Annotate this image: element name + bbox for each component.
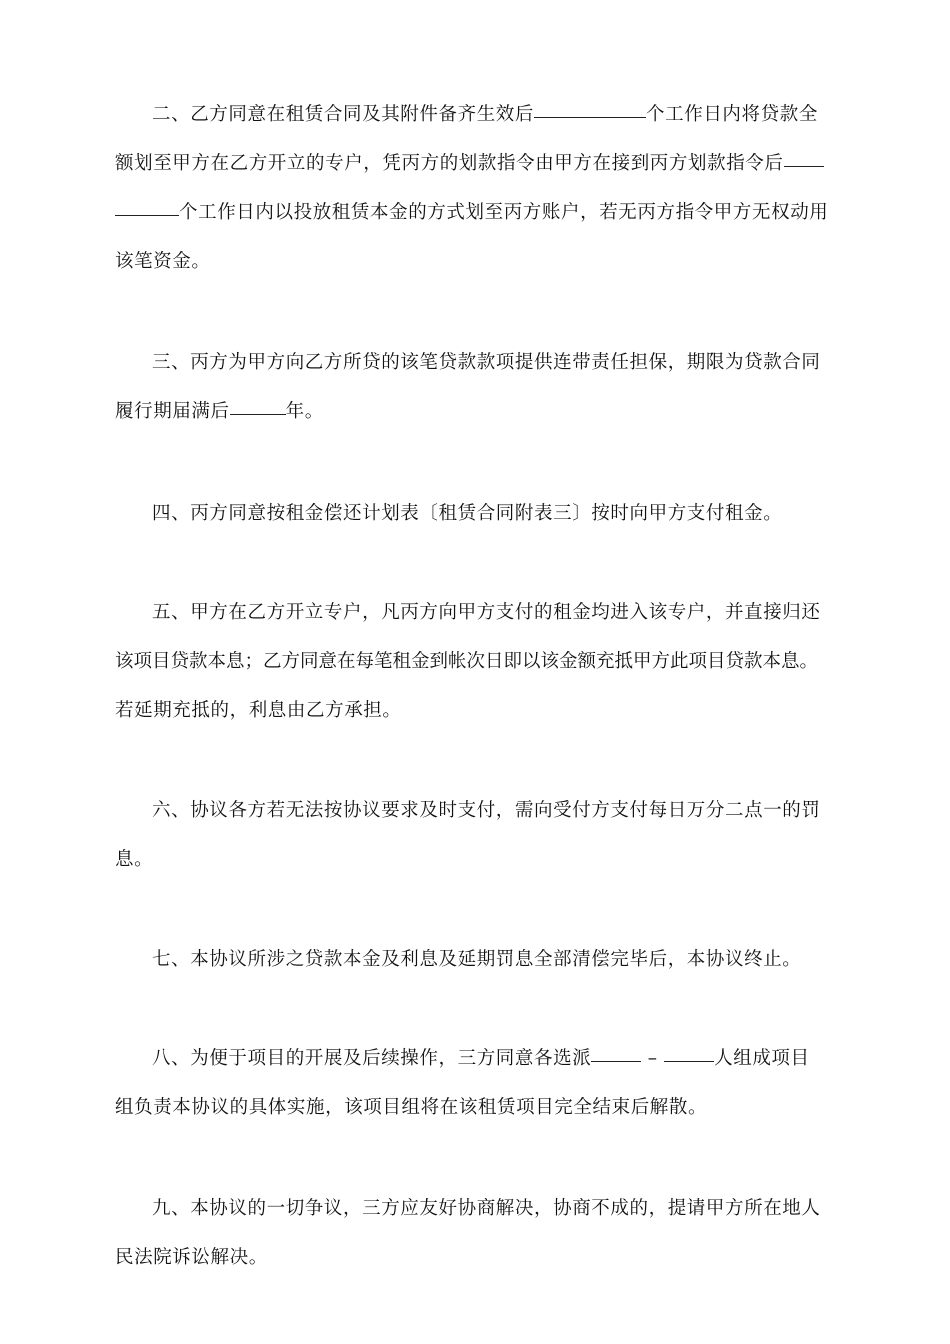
clause-8-line-1 (115, 1034, 855, 1083)
text-run: 民法院诉讼解决。 (115, 1247, 268, 1268)
clause-5 (115, 588, 855, 735)
text-run: 八、为便于项目的开展及后续操作，三方同意各选派 (152, 1048, 592, 1069)
text-run: 五、甲方在乙方开立专户，凡丙方向甲方支付的租金均进入该专户，并直接归还 (152, 602, 821, 623)
text-run: 九、本协议的一切争议，三方应友好协商解决，协商不成的，提请甲方所在地人 (152, 1198, 821, 1219)
clause-2-line-3 (115, 188, 855, 237)
clause-8 (115, 1034, 855, 1132)
text-run: 四、丙方同意按租金偿还计划表〔租赁合同附表三〕按时向甲方支付租金。 (152, 503, 783, 524)
clause-4-line-1 (115, 489, 855, 538)
clause-6-line-1 (115, 786, 855, 835)
clause-2 (115, 90, 855, 286)
text-run: 六、协议各方若无法按协议要求及时支付，需向受付方支付每日万分二点一的罚 (152, 800, 821, 821)
text-run: 息。 (115, 849, 154, 870)
clause-3-line-1 (115, 338, 855, 387)
clause-7 (115, 935, 855, 984)
clause-7-line-1 (115, 935, 855, 984)
clause-3 (115, 338, 855, 436)
clause-2-line-1 (115, 90, 855, 139)
blank-field[interactable] (591, 1060, 641, 1062)
text-run: 二、乙方同意在租赁合同及其附件备齐生效后 (152, 104, 535, 125)
text-run: 履行期届满后 (115, 401, 230, 422)
blank-field[interactable] (784, 165, 824, 167)
clause-9-line-2 (115, 1233, 855, 1282)
clause-2-line-4 (115, 237, 855, 286)
clause-9-line-1 (115, 1184, 855, 1233)
text-run: 七、本协议所涉之贷款本金及利息及延期罚息全部清偿完毕后，本协议终止。 (152, 949, 802, 970)
clause-5-line-3 (115, 686, 855, 735)
text-run: 该笔资金。 (115, 251, 211, 272)
blank-field[interactable] (664, 1060, 714, 1062)
text-run: – (641, 1048, 665, 1069)
text-run: 额划至甲方在乙方开立的专户，凭丙方的划款指令由甲方在接到丙方划款指令后 (115, 153, 784, 174)
clause-5-line-1 (115, 588, 855, 637)
text-run: 个工作日内将贷款全 (646, 104, 818, 125)
clause-9 (115, 1184, 855, 1282)
clause-6-line-2 (115, 835, 855, 884)
blank-field[interactable] (115, 214, 179, 216)
blank-field[interactable] (534, 116, 646, 118)
clause-3-line-2 (115, 387, 855, 436)
clause-2-line-2 (115, 139, 855, 188)
text-run: 三、丙方为甲方向乙方所贷的该笔贷款款项提供连带责任担保，期限为贷款合同 (152, 352, 821, 373)
clause-4 (115, 489, 855, 538)
text-run: 个工作日内以投放租赁本金的方式划至丙方账户，若无丙方指令甲方无权动用 (179, 202, 829, 223)
clause-5-line-2 (115, 637, 855, 686)
clause-6 (115, 786, 855, 884)
text-run: 组负责本协议的具体实施，该项目组将在该租赁项目完全结束后解散。 (115, 1097, 708, 1118)
text-run: 年。 (285, 401, 324, 422)
text-run: 若延期充抵的，利息由乙方承担。 (115, 700, 402, 721)
clause-8-line-2 (115, 1083, 855, 1132)
text-run: 该项目贷款本息；乙方同意在每笔租金到帐次日即以该金额充抵甲方此项目贷款本息。 (115, 651, 819, 672)
blank-field[interactable] (230, 413, 286, 415)
text-run: 人组成项目 (714, 1048, 810, 1069)
